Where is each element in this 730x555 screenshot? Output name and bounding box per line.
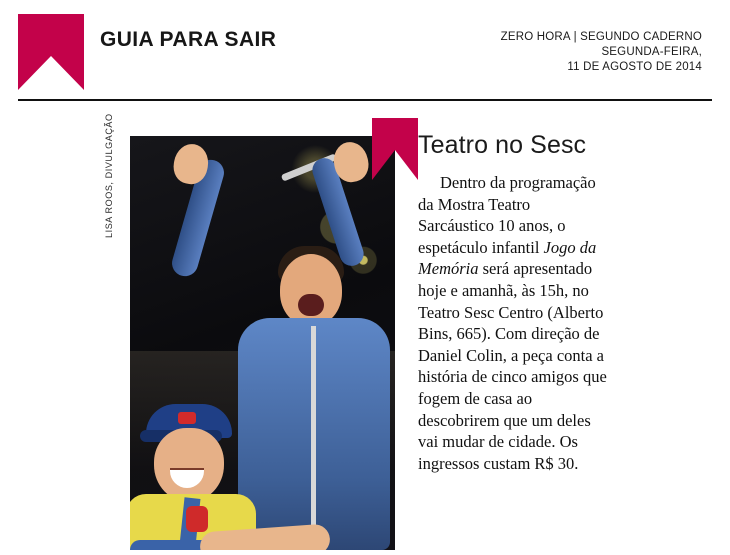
masthead-line-weekday: SEGUNDA-FEIRA,	[601, 46, 702, 58]
article-play-name: Jogo da Memória	[418, 237, 597, 279]
article-title: Teatro no Sesc	[418, 131, 587, 159]
article-accent-flag-point	[372, 150, 418, 180]
accent-flag-icon	[18, 14, 84, 90]
photo-actress-face	[154, 428, 224, 502]
photo-prop-red-object	[186, 506, 208, 532]
article-body-part-2: será apresentado hoje e amanhã, às 15h, no Teatro Sesc Centro (Alberto Bins, 665). Com direção de Daniel Colin, a peça conta a história de cinco amigos que fogem de casa ao descobrirem que um deles vai mudar de cidade. Os ingressos custam R$ 30.	[418, 259, 607, 473]
accent-flag-point	[18, 56, 84, 90]
photo-actor-jacket-zipper	[311, 326, 316, 536]
photo-credit: LISA ROOS, DIVULGAÇÃO	[104, 113, 114, 238]
masthead-line-publication: ZERO HORA | SEGUNDO CADERNO	[500, 31, 702, 43]
masthead	[501, 30, 702, 75]
article-accent-flag-body	[372, 118, 418, 150]
article-accent-flag-icon	[372, 118, 418, 180]
page-content	[0, 106, 730, 555]
photo-actor-mouth	[298, 294, 324, 316]
article-body-part-1: Dentro da programação da Mostra Teatro Sarcáustico 10 anos, o espetáculo infantil	[418, 173, 596, 257]
header-divider	[18, 99, 712, 101]
photo-actress-cap-logo	[178, 412, 196, 424]
article-photo	[130, 136, 395, 550]
article	[418, 130, 608, 474]
accent-flag-body	[18, 14, 84, 56]
masthead-line-date: 11 DE AGOSTO DE 2014	[567, 61, 702, 73]
section-title: GUIA PARA SAIR	[100, 28, 277, 51]
article-body	[418, 172, 608, 474]
